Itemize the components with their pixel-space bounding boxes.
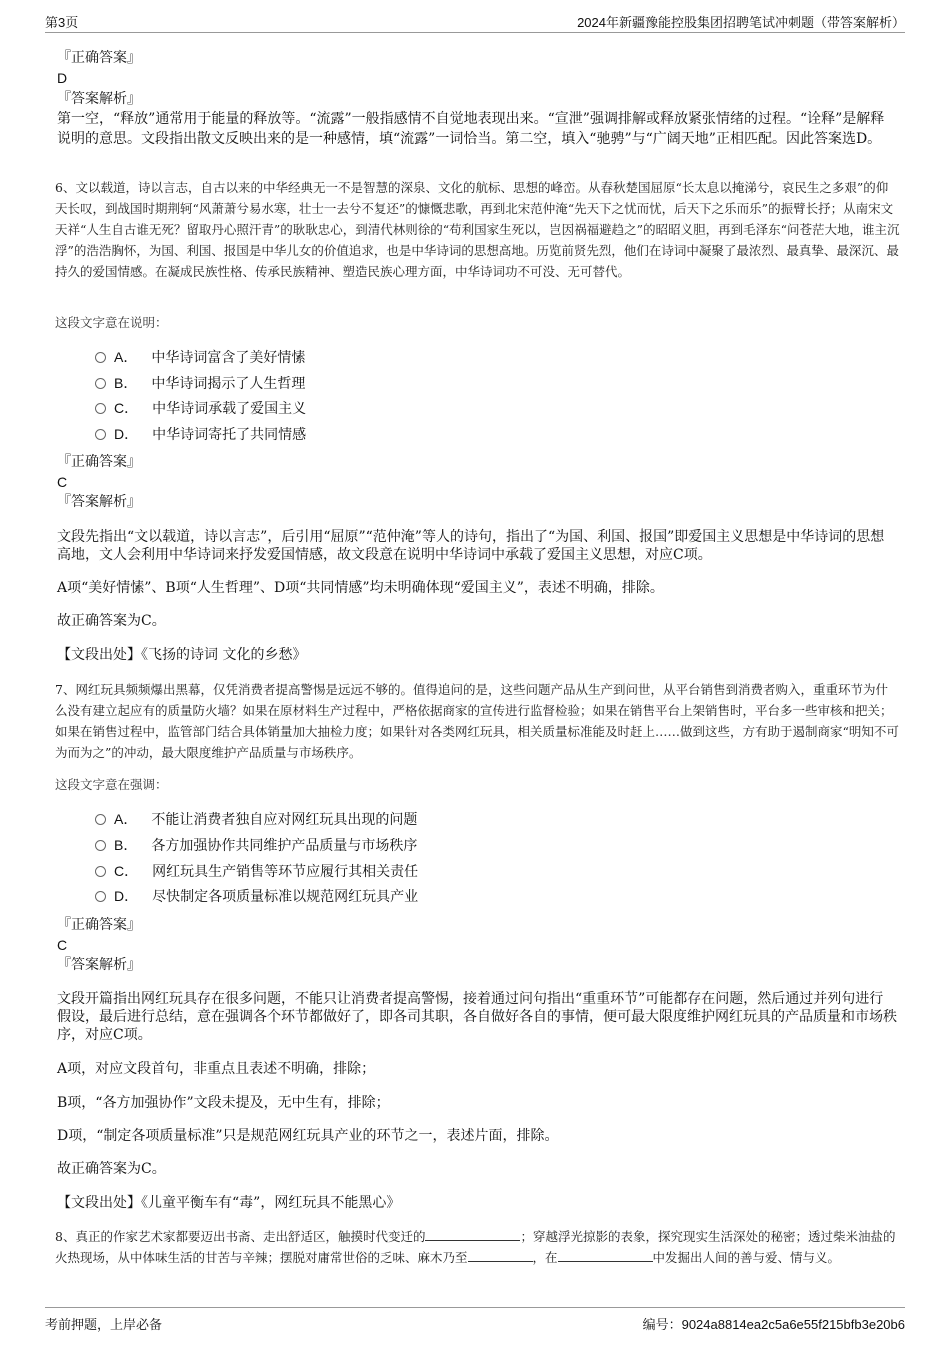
radio-icon[interactable] (95, 378, 106, 389)
document-id: 编号：9024a8814ea2c5a6e55f215bfb3e20b6 (642, 1317, 905, 1332)
radio-icon[interactable] (95, 352, 106, 363)
option-c[interactable]: C． 网红玩具生产销售等环节应履行其相关责任 (95, 861, 418, 881)
option-b[interactable]: B． 中华诗词揭示了人生哲理 (95, 373, 305, 393)
explanation-text: 文段先指出“文以载道，诗以言志”，后引用“屈原”“范仲淹”等人的诗句，指出了“为国、利国、报国”即爱国主义思想是中华诗词的思想高地，文人会利用中华诗词来抒发爱国情感，故文段意在说明中华诗词中承载了爱国主义思想，对应C项。 (57, 529, 885, 563)
option-d[interactable]: D． 尽快制定各项质量标准以规范网红玩具产业 (95, 886, 418, 906)
radio-icon[interactable] (95, 891, 106, 902)
explanation-text: 故正确答案为C。 (57, 1161, 166, 1177)
question-8-text: 8、真正的作家艺术家都要迈出书斋、走出舒适区，触摸时代变迁的 ；穿越浮光掠影的表象，探究现实生活深处的秘密；透过柴米油盐的火热现场，从中体味生活的甘苦与辛辣；摆脱对庸常世俗的乏味、麻木乃至 ，在 中发掘出人间的善与爱、情与义。 (55, 1226, 900, 1268)
explanation-text: A项“美好情愫”、B项“人生哲理”、D项“共同情感”均未明确体现“爱国主义”，表述不明确，排除。 (57, 580, 664, 596)
q5-answer-block (57, 48, 897, 149)
page-number: 第3页 (45, 15, 79, 30)
source-citation (57, 1194, 897, 1212)
page-footer (45, 1307, 905, 1336)
page-header (45, 10, 905, 33)
radio-icon[interactable] (95, 840, 106, 851)
correct-answer-label: 『正确答案』 (57, 454, 141, 470)
explanation-text: A项，对应文段首句，非重点且表述不明确，排除； (57, 1061, 376, 1077)
question-6-text: 6、文以载道，诗以言志，自古以来的中华经典无一不是智慧的深泉、文化的航标、思想的峰峦。从春秋楚国屈原“长太息以掩涕兮，哀民生之多艰”的仰天长叹，到战国时期荆轲“风萧萧兮易水寒，壮士一去兮不复还”的慷慨悲歌，再到北宋范仲淹“先天下之忧而忧，后天下之乐而乐”的振臂长抒；从南宋文天祥“人生自古谁无死？留取丹心照汗青”的耿耿忠心，到清代林则徐的“苟利国家生死以，岂因祸福避趋之”的昭昭义胆，再到毛泽东“问苍茫大地，谁主沉浮”的浩浩胸怀，为国、利国、报国是中华儿女的价值追求，也是中华诗词的思想高地。历览前贤先烈，他们在诗词中凝聚了最浓烈、最真挚、最深沉、最持久的爱国情感。在凝成民族性格、传承民族精神、塑造民族心理方面，中华诗词功不可没、无可替代。 (55, 180, 900, 279)
question-7-text: 7、网红玩具频频爆出黑幕，仅凭消费者提高警惕是远远不够的。值得追问的是，这些问题产品从生产到问世，从平台销售到消费者购入，重重环节为什么没有建立起应有的质量防火墙？如果在原材料生产过程中，严格依据商家的宣传进行监督检验；如果在销售平台上架销售时，平台多一些审核和把关；如果在销售过程中，监管部门结合具体销量加大抽检力度；如果针对各类网红玩具，相关质量标准能及时赶上……做到这些，方有助于遏制商家“明知不可为而为之”的冲动，最大限度维护产品质量与市场秩序。 (55, 682, 899, 760)
explanation-text: 第一空，“释放”通常用于能量的释放等。“流露”一般指感情不自觉地表现出来。“宣泄”强调排解或释放紧张情绪的过程。“诠释”是解释说明的意思。文段指出散文反映出来的是一种感情，填“流露”一词恰当。第二空，填入“驰骋”与“广阔天地”正相匹配。因此答案选D。 (57, 111, 885, 147)
correct-answer-label: 『正确答案』 (57, 917, 141, 933)
option-d[interactable]: D． 中华诗词寄托了共同情感 (95, 424, 306, 444)
explanation-label: 『答案解析』 (57, 91, 141, 107)
explanation-text: D项，“制定各项质量标准”只是规范网红玩具产业的环节之一，表述片面，排除。 (57, 1128, 559, 1144)
answer-blank-2[interactable] (468, 1247, 533, 1262)
question-6-prompt: 这段文字意在说明： (55, 315, 168, 330)
answer-blank-1[interactable] (425, 1226, 520, 1241)
correct-answer: C (57, 937, 68, 953)
radio-icon[interactable] (95, 403, 106, 414)
correct-answer: D (57, 70, 68, 86)
source-title: 《飞扬的诗词 文化的乡愁》 (141, 647, 307, 663)
radio-icon[interactable] (95, 866, 106, 877)
q6-answer-block (57, 452, 897, 512)
question-7-prompt: 这段文字意在强调： (55, 777, 168, 792)
answer-blank-3[interactable] (558, 1247, 653, 1262)
document-title: 2024年新疆豫能控股集团招聘笔试冲刺题（带答案解析） (577, 15, 905, 30)
option-b[interactable]: B． 各方加强协作共同维护产品质量与市场秩序 (95, 835, 417, 855)
radio-icon[interactable] (95, 429, 106, 440)
option-a[interactable]: A． 不能让消费者独自应对网红玩具出现的问题 (95, 809, 417, 829)
source-label: 【文段出处】 (57, 1195, 141, 1211)
option-a[interactable]: A． 中华诗词富含了美好情愫 (95, 347, 305, 367)
radio-icon[interactable] (95, 814, 106, 825)
option-c[interactable]: C． 中华诗词承载了爱国主义 (95, 398, 306, 418)
explanation-text: 文段开篇指出网红玩具存在很多问题，不能只让消费者提高警惕，接着通过问句指出“重重环节”可能都存在问题，然后通过并列句进行假设，最后进行总结，意在强调各个环节都做好了，即各司其职，各自做好各自的事情，便可最大限度维护网红玩具的产品质量和市场秩序，对应C项。 (57, 991, 897, 1043)
footer-slogan: 考前押题，上岸必备 (45, 1318, 163, 1333)
explanation-text: 故正确答案为C。 (57, 613, 166, 629)
correct-answer: C (57, 474, 68, 490)
correct-answer-label: 『正确答案』 (57, 50, 141, 66)
source-title: 《儿童平衡车有“毒”，网红玩具不能黑心》 (141, 1195, 401, 1211)
explanation-label: 『答案解析』 (57, 957, 141, 973)
source-label: 【文段出处】 (57, 647, 141, 663)
source-citation (57, 646, 897, 664)
explanation-text: B项，“各方加强协作”文段未提及，无中生有，排除； (57, 1095, 390, 1111)
explanation-label: 『答案解析』 (57, 494, 141, 510)
q7-answer-block (57, 915, 897, 975)
